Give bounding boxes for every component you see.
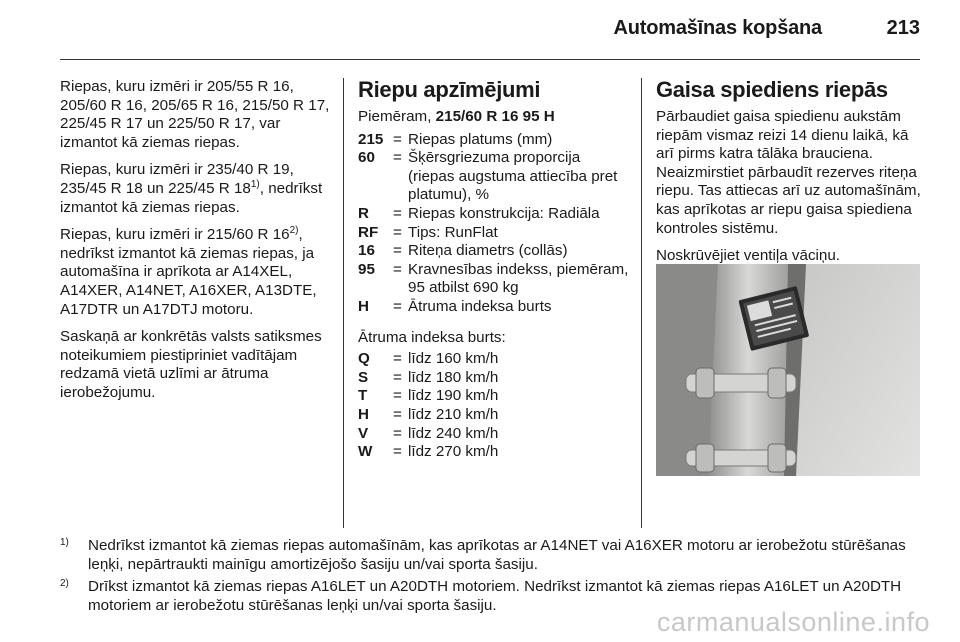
page-header bbox=[0, 0, 960, 58]
speed-index-heading: Ātruma indeksa burts: bbox=[358, 328, 506, 346]
designation-row: 16 = Riteņa diametrs (collās) bbox=[358, 242, 568, 260]
footnote-mark: 2) bbox=[60, 578, 69, 590]
footnote-ref: 1) bbox=[250, 178, 260, 190]
paragraph: Riepas, kuru izmēri ir 205/55 R 16, 205/60 R 16, 205/65 R 16, 215/50 R 17, 225/45 R 17 un 225/50 R 17, var izmantot kā ziemas riepas. bbox=[60, 78, 330, 151]
speed-row: H = līdz 210 km/h bbox=[358, 405, 499, 423]
paragraph: Noskrūvējiet ventiļa vāciņu. bbox=[656, 247, 841, 265]
designation-row: RF = Tips: RunFlat bbox=[358, 223, 498, 241]
column-tire-pressure bbox=[656, 78, 922, 275]
section-title: Automašīnas kopšana bbox=[613, 17, 822, 39]
designation-row: R = Riepas konstrukcija: Radiāla bbox=[358, 204, 600, 222]
watermark: carmanualsonline.info bbox=[656, 607, 930, 637]
header-rule bbox=[60, 59, 920, 60]
speed-row: V = līdz 240 km/h bbox=[358, 424, 499, 442]
column-tire-designations bbox=[358, 78, 630, 474]
designation-row: 95 = Kravnesības indekss, piemēram, 95 atbilst 690 kg bbox=[358, 260, 629, 297]
footnote-mark: 1) bbox=[60, 537, 69, 548]
column-divider bbox=[641, 78, 642, 528]
door-pillar-label-photo bbox=[656, 264, 920, 476]
footnote-ref: 2) bbox=[289, 225, 299, 237]
paragraph: Riepas, kuru izmēri ir 235/40 R 19, 235/45 R 18 un 225/45 R 18$^{1)}$, nedrīkst izmantot kā ziemas riepas. bbox=[60, 161, 323, 216]
example-line: Piemēram, 215/60 R 16 95 H bbox=[358, 108, 555, 125]
speed-index-list bbox=[358, 350, 630, 462]
column-winter-tires bbox=[60, 78, 332, 412]
page-number: 213 bbox=[886, 17, 920, 39]
speed-row: S = līdz 180 km/h bbox=[358, 368, 499, 386]
footnote-text: Nedrīkst izmantot kā ziemas riepas automašīnām, kas aprīkotas ar A14NET vai A16XER motoru ar ierobežotu stūrēšanas leņķi, nepārtraukti mainīgu amortizējošo šasiju un/vai sporta šasiju. bbox=[88, 537, 906, 573]
section-heading: Gaisa spiediens riepās bbox=[656, 77, 888, 102]
footnote-text: Drīkst izmantot kā ziemas riepas A16LET un A20DTH motoriem. Nedrīkst izmantot kā ziemas riepas A16LET un A20DTH motoriem ar ierobežotu stūrēšanas leņķi un/vai sporta šasiju. bbox=[88, 578, 902, 614]
designation-row: 60 = Šķērsgriezuma proporcija (riepas augstuma attiecība pret platumu), % bbox=[358, 149, 618, 204]
paragraph: Riepas, kuru izmēri ir 215/60 R 16$^{2)}$, nedrīkst izmantot kā ziemas riepas, ja automašīna ir aprīkota ar A14XEL, A14XER, A14NET, A16XER, A13DTE, A17DTR un A17DTJ motoru. bbox=[60, 225, 317, 318]
speed-row: T = līdz 190 km/h bbox=[358, 387, 499, 405]
paragraph: Pārbaudiet gaisa spiedienu aukstām riepām vismaz reizi 14 dienu laikā, kā arī pirms katra tālāka brauciena. Neaizmirstiet pārbaudīt rezerves riteņa riepu. Tas attiecas arī uz automašīnām, kas aprīkotas ar riepu gaisa spiediena kontroles sistēmu. bbox=[656, 108, 921, 237]
speed-row: W = līdz 270 km/h bbox=[358, 443, 499, 461]
designation-row: H = Ātruma indeksa burts bbox=[358, 297, 552, 315]
photo-illustration bbox=[656, 264, 920, 476]
designation-list bbox=[358, 131, 630, 317]
designation-row: 215 = Riepas platums (mm) bbox=[358, 130, 553, 148]
section-heading: Riepu apzīmējumi bbox=[358, 77, 541, 102]
column-divider bbox=[343, 78, 344, 528]
footnote bbox=[60, 537, 920, 574]
example-code: 215/60 R 16 95 H bbox=[435, 108, 555, 125]
speed-row: Q = līdz 160 km/h bbox=[358, 350, 499, 368]
paragraph: Saskaņā ar konkrētās valsts satiksmes noteikumiem piestipriniet vadītājam redzamā vietā uzlīmi ar ātruma ierobežojumu. bbox=[60, 328, 322, 401]
